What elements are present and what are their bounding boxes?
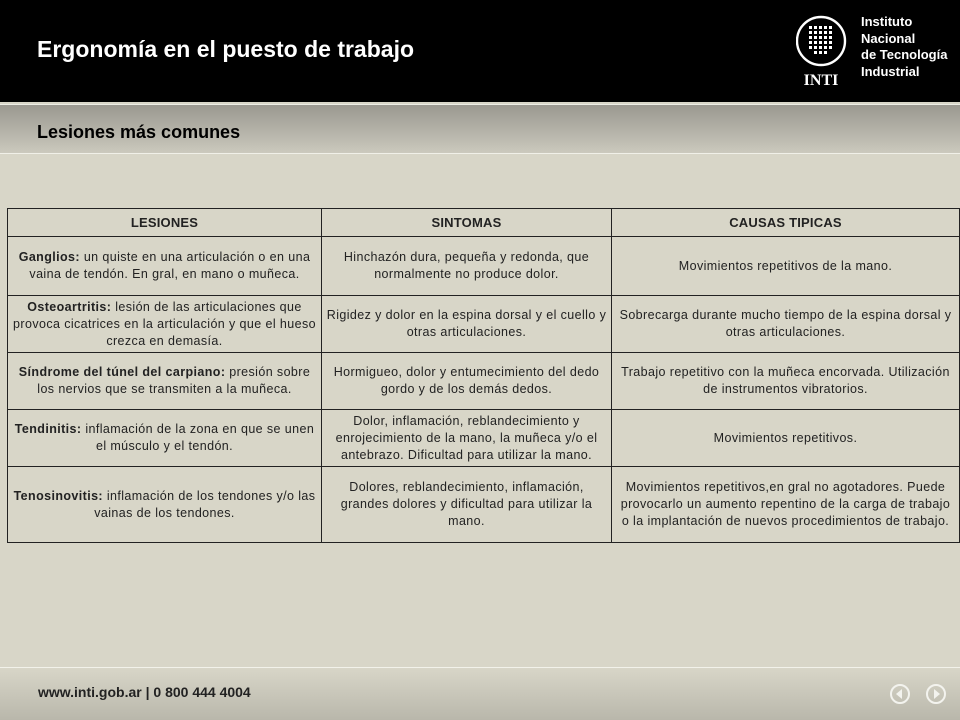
lesion-cell: [8, 296, 322, 353]
lesion-term: Ganglios:: [18, 250, 80, 264]
logo-text: [861, 14, 947, 80]
footer-bar: [0, 668, 960, 720]
table-row: [8, 296, 960, 353]
logo-line: de Tecnología: [861, 47, 948, 62]
causes-cell: Trabajo repetitivo con la muñeca encorvada. Utilización de instrumentos vibratorios.: [612, 353, 960, 410]
inti-emblem-icon: [796, 14, 856, 88]
table-header-row: [8, 209, 960, 237]
header-sintomas: SINTOMAS: [322, 209, 612, 237]
page-title: Ergonomía en el puesto de trabajo: [37, 36, 415, 62]
table-row: [8, 410, 960, 467]
logo-line: Nacional: [861, 30, 916, 46]
table-row: [8, 467, 960, 543]
lesion-desc: inflamación de la zona en que se unen el músculo y el tendón.: [81, 422, 315, 453]
footer-website: www.inti.gob.ar |: [38, 684, 154, 700]
lesion-cell: [8, 410, 322, 467]
lesion-term: Tendinitis:: [14, 422, 82, 436]
logo-line: Instituto: [861, 14, 913, 29]
logo-line: Industrial: [861, 63, 920, 79]
causes-cell: Sobrecarga durante mucho tiempo de la espina dorsal y otras articulaciones.: [612, 296, 960, 353]
symptoms-cell: Rigidez y dolor en la espina dorsal y el cuello y otras articulaciones.: [322, 296, 612, 353]
inti-logo: [796, 14, 956, 94]
symptoms-cell: Hinchazón dura, pequeña y redonda, que normalmente no produce dolor.: [322, 237, 612, 296]
section-title: Lesiones más comunes: [37, 122, 241, 142]
chevron-left-icon: [892, 686, 908, 702]
symptoms-cell: Hormigueo, dolor y entumecimiento del dedo gordo y de los demás dedos.: [322, 353, 612, 410]
lesion-term: Síndrome del túnel del carpiano:: [18, 365, 226, 379]
header-lesiones: LESIONES: [8, 209, 322, 237]
lesion-desc: un quiste en una articulación o en una vaina de tendón. En gral, en mano o muñeca.: [29, 250, 311, 281]
causes-cell: Movimientos repetitivos.: [612, 410, 960, 467]
header-bar: [0, 0, 960, 102]
prev-slide-button[interactable]: [890, 684, 910, 704]
lesion-cell: [8, 353, 322, 410]
footer-phone: 0 800 444 4004: [153, 684, 251, 700]
lesion-desc: presión sobre los nervios que se transmiten a la muñeca.: [37, 365, 311, 396]
lesion-desc: inflamación de los tendones y/o las vainas de los tendones.: [94, 488, 316, 520]
lesion-cell: [8, 237, 322, 296]
section-bar: [0, 104, 960, 154]
table-row: [8, 237, 960, 296]
next-slide-button[interactable]: [926, 684, 946, 704]
header-causas: CAUSAS TIPICAS: [612, 209, 960, 237]
symptoms-cell: Dolor, inflamación, reblandecimiento y enrojecimiento de la mano, la muñeca y/o el antebrazo. Dificultad para utilizar la mano.: [322, 410, 612, 467]
lesion-term: Osteoartritis:: [27, 299, 112, 314]
lesion-desc: lesión de las articulaciones que provoca cicatrices en la articulación y que el hueso crezca en demasía.: [13, 299, 316, 348]
lesion-cell: [8, 467, 322, 543]
causes-cell: Movimientos repetitivos,en gral no agotadores. Puede provocarlo un aumento repentino de la carga de trabajo o la implantación de nuevos procedimientos de trabajo.: [612, 467, 960, 543]
chevron-right-icon: [928, 686, 944, 702]
causes-cell: Movimientos repetitivos de la mano.: [612, 237, 960, 296]
table-row: [8, 353, 960, 410]
footer-contact: [38, 684, 251, 700]
lesion-term: Tenosinovitis:: [13, 488, 103, 503]
symptoms-cell: Dolores, reblandecimiento, inflamación, grandes dolores y dificultad para utilizar la mano.: [322, 467, 612, 543]
logo-acronym: INTI: [803, 72, 839, 88]
lesions-table: [7, 208, 960, 543]
